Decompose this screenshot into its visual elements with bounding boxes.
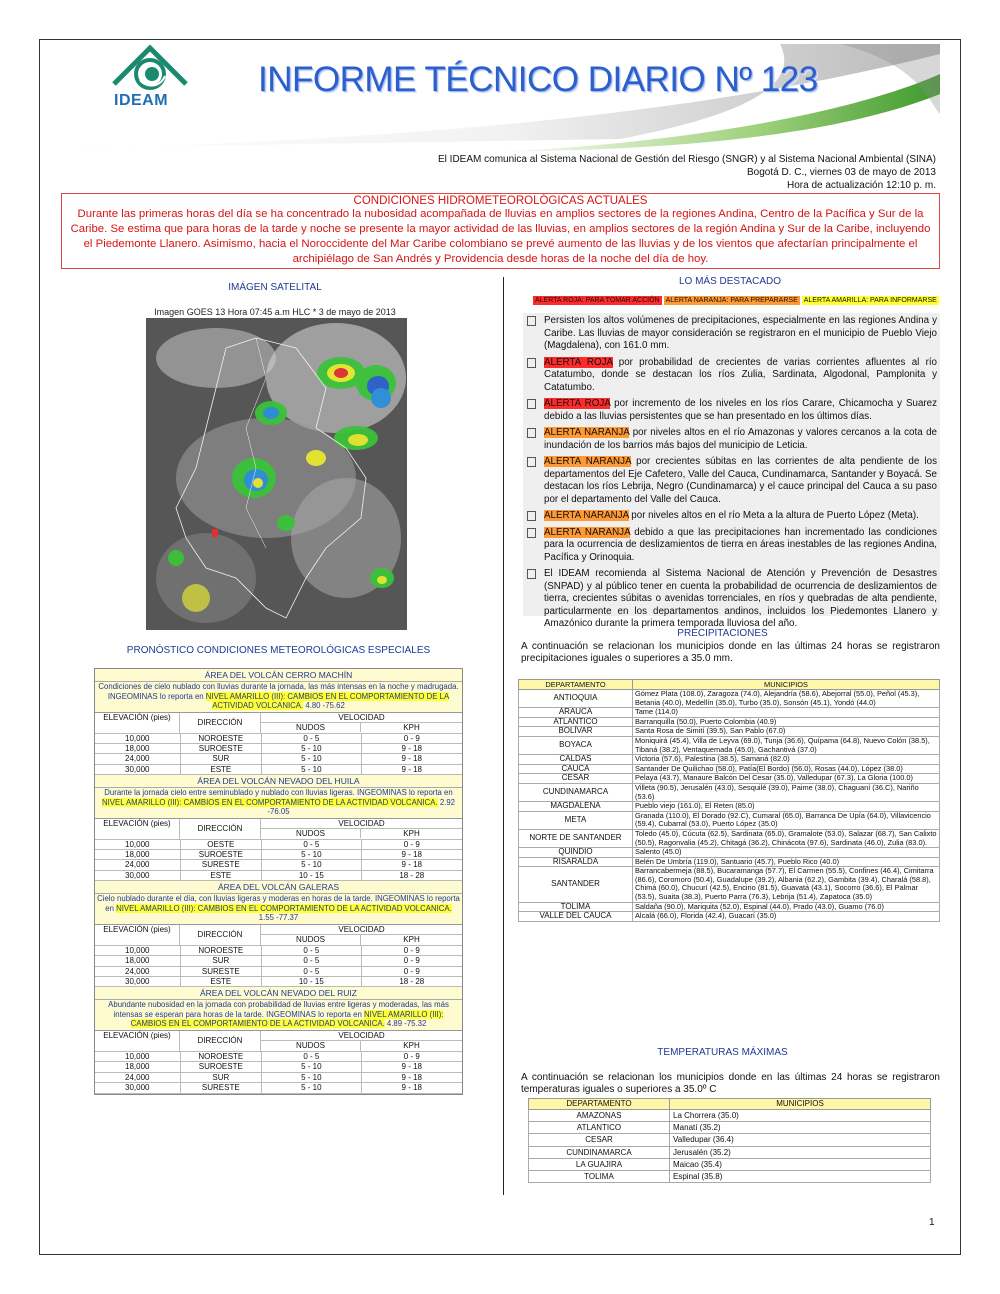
highlight-body: El IDEAM recomienda al Sistema Nacional de Atención y Prevención de Desastres (SNPAD) y al público tener en cuenta la probabilidad de ocurrencia de deslizamientos de tierra, crecientes súbitas o avenidas torrenciales, en ríos y quebradas de alta pendiente, particularmente en los departamentos andinos, incluidos los Piedemontes Llanero y Amazónico durante la primera temporada lluviosa del año. bbox=[544, 568, 937, 629]
alert-tag: ALERTA ROJA bbox=[544, 398, 611, 409]
municipalities-cell: Granada (110.0), El Dorado (92.C), Cumaral (65.0), Barranca De Upía (64.0), Villavicencio (59.4), Cubarral (53.0), Puerto López (35.0) bbox=[633, 811, 940, 829]
elevation-cell: 18,000 bbox=[95, 744, 181, 753]
col-nudos: NUDOS bbox=[261, 935, 361, 944]
precip-col-mun: MUNICIPIOS bbox=[633, 680, 940, 690]
department-cell: LA GUAJIRA bbox=[529, 1158, 670, 1170]
elevation-cell: 24,000 bbox=[95, 1073, 181, 1082]
col-direction: DIRECCIÓN bbox=[180, 713, 261, 733]
col-elevation: ELEVACIÓN (pies) bbox=[95, 925, 180, 945]
col-velocity: VELOCIDAD bbox=[261, 925, 462, 935]
table-row bbox=[519, 811, 940, 829]
alert-tag: ALERTA NARANJA bbox=[544, 456, 631, 467]
municipalities-cell: Toledo (45.0), Cúcuta (62.5), Sardinata (65.0), Gramalote (53.0), Salazar (68.7), San Calixto (50.5), Ragonvalia (45.2), Chitagá (36.2), Chinácota (97.6), Sardinata (46.0), Zulia (83.0). bbox=[633, 829, 940, 847]
kph-cell: 9 - 18 bbox=[401, 850, 422, 860]
precip-col-dep: DEPARTAMENTO bbox=[519, 680, 633, 690]
precip-intro: A continuación se relacionan los municipios donde en las últimas 24 horas se registraron precipitaciones iguales o superiores a 35.0 mm. bbox=[521, 641, 940, 664]
department-cell: BOYACA bbox=[519, 736, 633, 754]
wind-row bbox=[95, 967, 462, 977]
elevation-cell: 10,000 bbox=[95, 840, 181, 849]
col-kph: KPH bbox=[403, 1041, 420, 1051]
highlight-item bbox=[527, 568, 937, 631]
direction-cell: SUR bbox=[181, 956, 263, 965]
intro-update-time: Hora de actualización 12:10 p. m. bbox=[787, 180, 936, 191]
wind-row bbox=[95, 946, 462, 956]
area-report-pre: INGEOMINAS lo reporta en bbox=[105, 894, 460, 913]
elevation-cell: 24,000 bbox=[95, 967, 181, 976]
wind-row bbox=[95, 1073, 462, 1083]
col-nudos: NUDOS bbox=[261, 829, 361, 838]
area-name: ÁREA DEL VOLCÁN GALERAS bbox=[95, 881, 462, 894]
direction-cell: NOROESTE bbox=[181, 1052, 263, 1061]
kph-cell: 9 - 18 bbox=[401, 764, 422, 774]
highlight-text bbox=[544, 510, 937, 523]
forecast-title: PRONÓSTICO CONDICIONES METEOROLÓGICAS ESPECIALES bbox=[126, 645, 431, 656]
kph-cell: 9 - 18 bbox=[401, 1083, 422, 1093]
wind-row bbox=[95, 977, 462, 987]
kph-cell: 9 - 18 bbox=[401, 860, 422, 870]
col-elevation: ELEVACIÓN (pies) bbox=[95, 819, 180, 839]
col-velocity: VELOCIDAD bbox=[261, 713, 462, 723]
highlight-item bbox=[527, 357, 937, 395]
knots-cell: 5 - 10 bbox=[262, 860, 361, 869]
highlight-item bbox=[527, 510, 937, 523]
table-row bbox=[519, 848, 940, 858]
col-nudos: NUDOS bbox=[261, 723, 361, 732]
col-nudos: NUDOS bbox=[261, 1041, 361, 1050]
elevation-cell: 18,000 bbox=[95, 850, 181, 859]
area-name: ÁREA DEL VOLCÁN NEVADO DEL HUILA bbox=[95, 775, 462, 788]
highlight-body: por incremento de los niveles en los ríos Carare, Chicamocha y Suarez debido a las lluvias persistentes que se han presentado en los últimos días. bbox=[544, 398, 938, 422]
department-cell: ATLANTICO bbox=[529, 1122, 670, 1134]
area-desc-text: Condiciones de cielo nublado con lluvias durante la jornada, las más intensas en la noche y madrugada. bbox=[98, 682, 459, 691]
direction-cell: SURESTE bbox=[181, 967, 263, 976]
col-velocity-group bbox=[261, 1031, 462, 1051]
department-cell: CUNDINAMARCA bbox=[519, 783, 633, 801]
highlight-item bbox=[527, 456, 937, 506]
highlight-text bbox=[544, 315, 937, 353]
area-description bbox=[95, 682, 462, 713]
area-alert-level: NIVEL AMARILLO (III): CAMBIOS EN EL COMPORTAMIENTO DE LA ACTIVIDAD VOLCANICA. bbox=[130, 1009, 444, 1029]
col-direction: DIRECCIÓN bbox=[180, 925, 261, 945]
bullet-box-icon bbox=[527, 428, 536, 438]
municipalities-cell: Villeta (90.5), Jerusalén (43.0), Sesquilé (39.0), Paime (38.0), Chaguaní (36.C), Nariño (53.6) bbox=[633, 783, 940, 801]
bullet-box-icon bbox=[527, 511, 536, 521]
alert-tag: ALERTA NARANJA bbox=[544, 427, 630, 438]
department-cell: ARAUCA bbox=[519, 708, 633, 718]
intro-block bbox=[438, 153, 936, 192]
department-cell: META bbox=[519, 811, 633, 829]
legend-red: ALERTA ROJA: PARA TOMAR ACCIÓN bbox=[535, 297, 660, 304]
area-report-pre: INGEOMINAS lo reporta en bbox=[266, 1009, 362, 1019]
direction-cell: SUROESTE bbox=[181, 850, 263, 859]
kph-cell: 18 - 28 bbox=[399, 870, 425, 880]
elevation-cell: 30,000 bbox=[95, 765, 181, 774]
knots-cell: 0 - 5 bbox=[262, 840, 361, 849]
knots-cell: 10 - 15 bbox=[262, 977, 361, 986]
col-kph: KPH bbox=[403, 829, 420, 839]
col-velocity-group bbox=[261, 925, 462, 945]
table-row bbox=[519, 912, 940, 922]
direction-cell: ESTE bbox=[181, 765, 263, 774]
wind-row bbox=[95, 850, 462, 860]
table-row bbox=[519, 829, 940, 847]
direction-cell: NOROESTE bbox=[181, 734, 263, 743]
temps-intro: A continuación se relacionan los municipios donde en las últimas 24 horas se registraron temperaturas iguales o superiores a 35.0º C bbox=[521, 1072, 940, 1095]
table-row bbox=[519, 802, 940, 812]
table-row bbox=[529, 1146, 931, 1158]
direction-cell: SURESTE bbox=[181, 860, 263, 869]
area-description bbox=[95, 1000, 462, 1031]
elevation-cell: 18,000 bbox=[95, 956, 181, 965]
logo-text: IDEAM bbox=[114, 92, 169, 109]
wind-header-row bbox=[95, 925, 462, 946]
municipalities-cell: La Chorrera (35.0) bbox=[670, 1110, 931, 1122]
department-cell: NORTE DE SANTANDER bbox=[519, 829, 633, 847]
wind-row bbox=[95, 1052, 462, 1062]
highlight-body: debido a que las precipitaciones han incrementado las condiciones para la ocurrencia de deslizamientos de tierra en áreas inestables de las regiones Andina, Pacífica y Orinoquia. bbox=[544, 526, 937, 563]
conditions-title: CONDICIONES HIDROMETEOROLÓGICAS ACTUALES bbox=[353, 195, 648, 207]
municipalities-cell: Victoria (57.6), Palestina (38.5), Samaná (82.0) bbox=[633, 755, 940, 765]
direction-cell: ESTE bbox=[181, 871, 263, 880]
department-cell: CALDAS bbox=[519, 755, 633, 765]
department-cell: QUINDIO bbox=[519, 848, 633, 858]
municipalities-cell: Jerusalén (35.2) bbox=[670, 1146, 931, 1158]
municipalities-cell: Espinal (35.8) bbox=[670, 1171, 931, 1183]
page-title: INFORME TÉCNICO DIARIO Nº 123 bbox=[258, 60, 818, 99]
col-elevation: ELEVACIÓN (pies) bbox=[95, 1031, 180, 1051]
highlight-text bbox=[544, 456, 937, 506]
col-velocity-sub bbox=[261, 723, 462, 732]
wind-row bbox=[95, 871, 462, 881]
highlight-item bbox=[527, 427, 937, 452]
area-description bbox=[95, 788, 462, 819]
kph-cell: 18 - 28 bbox=[399, 976, 425, 986]
highlight-body: por niveles altos en el río Amazonas y valores cercanos a la cota de inundación de los barrios más bajos del municipio de Leticia. bbox=[544, 427, 937, 451]
area-report-pre: INGEOMINAS lo reporta en bbox=[356, 788, 453, 798]
municipalities-cell: Pelaya (43.7), Manaure Balcón Del Cesar (35.0), Valledupar (67.3), La Gloria (100.0) bbox=[633, 774, 940, 784]
area-coords: 4.89 -75.32 bbox=[386, 1019, 427, 1029]
precip-title: PRECIPITACIONES bbox=[677, 628, 768, 639]
wind-header-row bbox=[95, 819, 462, 840]
department-cell: CAUCA bbox=[519, 764, 633, 774]
area-alert-level: NIVEL AMARILLO (III): CAMBIOS EN EL COMPORTAMIENTO DE LA ACTIVIDAD VOLCANICA. bbox=[102, 797, 438, 807]
direction-cell: SURESTE bbox=[181, 1083, 263, 1092]
wind-row bbox=[95, 840, 462, 850]
kph-cell: 9 - 18 bbox=[401, 754, 422, 764]
area-desc-text: Cielo nublado durante el día, con lluvias ligeras y moderas en horas de la tarde. bbox=[97, 894, 373, 904]
highlight-text bbox=[544, 398, 937, 423]
col-direction: DIRECCIÓN bbox=[180, 819, 261, 839]
municipalities-cell: Tame (114.0) bbox=[633, 708, 940, 718]
highlight-text bbox=[544, 427, 937, 452]
kph-cell: 0 - 9 bbox=[403, 839, 420, 849]
table-row bbox=[519, 755, 940, 765]
area-report-pre: INGEOMINAS lo reporta en bbox=[107, 691, 204, 701]
area-coords: 1.55 -77.37 bbox=[258, 913, 299, 923]
wind-row bbox=[95, 860, 462, 870]
municipalities-cell: Barranquilla (50.0), Puerto Colombia (40.9) bbox=[633, 717, 940, 727]
satellite-image bbox=[146, 318, 407, 630]
satellite-caption: Imagen GOES 13 Hora 07:45 a.m HLC * 3 de mayo de 2013 bbox=[154, 307, 396, 317]
department-cell: CUNDINAMARCA bbox=[529, 1146, 670, 1158]
highlight-body: por probabilidad de crecientes de varias corrientes afluentes al río Catatumbo, donde se destacan los ríos Zulia, Sardinata, Algodonal, Pamplonita y Catatumbo. bbox=[544, 356, 937, 393]
page-number: 1 bbox=[929, 1217, 935, 1228]
knots-cell: 5 - 10 bbox=[262, 1062, 361, 1071]
highlight-text bbox=[544, 357, 937, 395]
kph-cell: 0 - 9 bbox=[403, 733, 420, 743]
municipalities-cell: Santander De Quilichao (58.0), Patía(El Bordo) (56.0), Rosas (44.0), López (38.0) bbox=[633, 764, 940, 774]
bullet-box-icon bbox=[527, 528, 536, 538]
wind-row bbox=[95, 734, 462, 744]
elevation-cell: 10,000 bbox=[95, 946, 181, 955]
wind-header-row bbox=[95, 1031, 462, 1052]
department-cell: TOLIMA bbox=[529, 1171, 670, 1183]
bullet-box-icon bbox=[527, 358, 536, 368]
table-row bbox=[529, 1158, 931, 1170]
municipalities-cell: Pueblo viejo (161.0), El Reten (85.0) bbox=[633, 802, 940, 812]
table-row bbox=[519, 736, 940, 754]
intro-date: Bogotá D. C., viernes 03 de mayo de 2013 bbox=[746, 167, 936, 178]
municipalities-cell: Valledupar (36.4) bbox=[670, 1134, 931, 1146]
col-kph: KPH bbox=[403, 722, 420, 732]
column-divider bbox=[503, 277, 504, 1195]
table-row bbox=[519, 867, 940, 902]
wind-row bbox=[95, 744, 462, 754]
highlight-body: por crecientes súbitas en las corrientes de alta pendiente de los departamentos del Eje Cafetero, Valle del Cauca, Cundinamarca, Santander y Boyacá. Se destacan los ríos Lebrija, Negro (Cundinamarca) y el cauce principal del Cauca a su paso por el departamento del Valle del Cauca. bbox=[544, 456, 937, 505]
col-velocity-sub bbox=[261, 935, 462, 944]
col-direction: DIRECCIÓN bbox=[180, 1031, 261, 1051]
department-cell: AMAZONAS bbox=[529, 1110, 670, 1122]
table-row bbox=[529, 1122, 931, 1134]
forecast-table bbox=[94, 668, 463, 1095]
kph-cell: 0 - 9 bbox=[403, 966, 420, 976]
area-name: ÁREA DEL VOLCÁN NEVADO DEL RUIZ bbox=[95, 987, 462, 1000]
department-cell: ANTIOQUIA bbox=[519, 690, 633, 708]
kph-cell: 0 - 9 bbox=[403, 1051, 420, 1061]
kph-cell: 9 - 18 bbox=[401, 1072, 422, 1082]
knots-cell: 0 - 5 bbox=[262, 1052, 361, 1061]
municipalities-cell: Saldaña (90.0), Mariquita (52.0), Espinal (44.0), Prado (43.0), Guamo (76.0) bbox=[633, 902, 940, 912]
kph-cell: 9 - 18 bbox=[401, 743, 422, 753]
kph-cell: 0 - 9 bbox=[403, 956, 420, 966]
col-kph: KPH bbox=[403, 935, 420, 945]
department-cell: MAGDALENA bbox=[519, 802, 633, 812]
temps-table bbox=[528, 1098, 931, 1183]
highlight-body: Persisten los altos volúmenes de precipitaciones, especialmente en las regiones Andina y Caribe. Las lluvias de mayor consideración se registraron en el municipio de Pueblo Viejo (Magdalena), con 161.0 mm. bbox=[544, 315, 937, 351]
area-desc-text: Abundante nubosidad en la jornada con probabilidad de lluvias entre ligeras y moderadas, las más intensas se esperan para horas de la tarde. bbox=[108, 1000, 449, 1019]
area-description bbox=[95, 894, 462, 925]
direction-cell: SUR bbox=[181, 754, 263, 763]
municipalities-cell: Manatí (35.2) bbox=[670, 1122, 931, 1134]
elevation-cell: 30,000 bbox=[95, 977, 181, 986]
area-alert-level: NIVEL AMARILLO (III): CAMBIOS EN EL COMPORTAMIENTO DE LA ACTIVIDAD VOLCANICA. bbox=[116, 903, 452, 913]
knots-cell: 5 - 10 bbox=[262, 1073, 361, 1082]
table-row bbox=[519, 708, 940, 718]
bullet-box-icon bbox=[527, 457, 536, 467]
knots-cell: 5 - 10 bbox=[262, 754, 361, 763]
department-cell: VALLE DEL CAUCA bbox=[519, 912, 633, 922]
kph-cell: 9 - 18 bbox=[401, 1062, 422, 1072]
municipalities-cell: Alcalá (66.0), Florida (42.4), Guacarí (35.0) bbox=[633, 912, 940, 922]
table-row bbox=[529, 1171, 931, 1183]
knots-cell: 5 - 10 bbox=[262, 850, 361, 859]
wind-row bbox=[95, 1062, 462, 1072]
table-row bbox=[519, 783, 940, 801]
wind-row bbox=[95, 956, 462, 966]
wind-row bbox=[95, 754, 462, 764]
elevation-cell: 18,000 bbox=[95, 1062, 181, 1071]
area-desc-text: Durante la jornada cielo entre seminublado y nublado con lluvias ligeras. bbox=[104, 788, 355, 798]
highlight-item bbox=[527, 398, 937, 423]
knots-cell: 0 - 5 bbox=[262, 946, 361, 955]
municipalities-cell: Maicao (35.4) bbox=[670, 1158, 931, 1170]
knots-cell: 10 - 15 bbox=[262, 871, 361, 880]
municipalities-cell: Barrancabermeja (88.5), Bucaramanga (57.7), El Carmen (55.5), Confines (46.4), Cimitarra (86.6), Coromoro (50.4), Guadalupe (39.2), Albania (62.2), Gambita (39.4), Charalá (58.8), Chimá (60.0), Chucurí (42.5), Encino (81.5), Guavatá (43.1), Socorro (36.6), El Palmar (53.5), Suaita (38.3), Puerto Parra (76.3), Lebrija (51.4), Zapatoca (35.0) bbox=[633, 867, 940, 902]
col-velocity-sub bbox=[261, 1041, 462, 1050]
col-velocity-sub bbox=[261, 829, 462, 838]
area-alert-level: NIVEL AMARILLO (III): CAMBIOS EN EL COMPORTAMIENTO DE LA ACTIVIDAD VOLCANICA. bbox=[205, 691, 450, 710]
table-row bbox=[529, 1134, 931, 1146]
municipalities-cell: Santa Rosa de Simití (39.5), San Pablo (67.0) bbox=[633, 727, 940, 737]
bullet-box-icon bbox=[527, 569, 536, 579]
area-coords: 2.92 -76.05 bbox=[267, 797, 455, 817]
wind-row bbox=[95, 765, 462, 775]
knots-cell: 0 - 5 bbox=[262, 734, 361, 743]
elevation-cell: 24,000 bbox=[95, 860, 181, 869]
alert-legend bbox=[533, 296, 939, 305]
elevation-cell: 24,000 bbox=[95, 754, 181, 763]
highlight-text bbox=[544, 568, 937, 631]
department-cell: TOLIMA bbox=[519, 902, 633, 912]
department-cell: SANTANDER bbox=[519, 867, 633, 902]
direction-cell: ESTE bbox=[181, 977, 263, 986]
municipalities-cell: Moniquirá (45.4), Villa de Leyva (69.0), Tunja (36.6), Quípama (64.8), Nuevo Colón (38.5), Tibaná (38.2), Ventaquemada (45.0), Gachantivá (37.0) bbox=[633, 736, 940, 754]
highlights-list bbox=[527, 315, 937, 635]
legend-yellow: ALERTA AMARILLA: PARA INFORMARSE bbox=[803, 297, 937, 304]
area-coords: 4.80 -75.62 bbox=[305, 701, 345, 710]
col-velocity-group bbox=[261, 819, 462, 839]
conditions-text: Durante las primeras horas del día se ha concentrado la nubosidad acompañada de lluvias en amplios sectores de la regiones Andina, Centro de la Pacífica y Sur de la Caribe. Se estima que para horas de la tarde y noche se presente la mayor actividad de las lluvias, en amplios sectores de la región Andina y Sur de la Caribe, incluyendo el Piedemonte Llanero. Asimismo, hacia el Noroccidente del Mar Caribe colombiano se prevé aumento de las lluvias y de los vientos que afectarían principalmente el archipiélago de San Andrés y Providencia desde horas de la noche del día de hoy. bbox=[70, 208, 931, 265]
elevation-cell: 30,000 bbox=[95, 871, 181, 880]
temps-col-dep: DEPARTAMENTO bbox=[529, 1099, 670, 1110]
knots-cell: 5 - 10 bbox=[262, 765, 361, 774]
highlight-body: por niveles altos en el río Meta a la altura de Puerto López (Meta). bbox=[628, 510, 919, 521]
elevation-cell: 10,000 bbox=[95, 1052, 181, 1061]
col-velocity: VELOCIDAD bbox=[261, 819, 462, 829]
municipalities-cell: Belén De Umbría (119.0), Santuario (45.7), Pueblo Rico (40.0) bbox=[633, 857, 940, 867]
highlight-item bbox=[527, 527, 937, 565]
alert-tag: ALERTA ROJA bbox=[544, 356, 613, 368]
legend-orange: ALERTA NARANJA: PARA PREPARARSE bbox=[665, 297, 798, 304]
knots-cell: 5 - 10 bbox=[262, 1083, 361, 1092]
temps-title: TEMPERATURAS MÁXIMAS bbox=[657, 1047, 788, 1058]
table-row bbox=[519, 690, 940, 708]
table-row bbox=[529, 1110, 931, 1122]
department-cell: BOLÍVAR bbox=[519, 727, 633, 737]
highlight-text bbox=[544, 527, 937, 565]
municipalities-cell: Salento (45.0) bbox=[633, 848, 940, 858]
department-cell: ATLANTICO bbox=[519, 717, 633, 727]
municipalities-cell: Gómez Plata (108.0), Zaragoza (74.0), Alejandría (58.6), Abejorral (55.0), Peñol (45.3), Betania (40.0), Medellín (35.0), Turbo (35.0), Sonsón (45.1), Yondó (44.0) bbox=[633, 690, 940, 708]
elevation-cell: 30,000 bbox=[95, 1083, 181, 1092]
conditions-box bbox=[61, 193, 940, 269]
department-cell: RISARALDA bbox=[519, 857, 633, 867]
table-row bbox=[519, 774, 940, 784]
direction-cell: SUR bbox=[181, 1073, 263, 1082]
col-velocity: VELOCIDAD bbox=[261, 1031, 462, 1041]
alert-tag: ALERTA NARANJA bbox=[544, 526, 631, 538]
wind-row bbox=[95, 1083, 462, 1093]
knots-cell: 0 - 5 bbox=[262, 956, 361, 965]
highlight-item bbox=[527, 315, 937, 353]
kph-cell: 0 - 9 bbox=[403, 945, 420, 955]
temps-col-mun: MUNICIPIOS bbox=[670, 1099, 931, 1110]
bullet-box-icon bbox=[527, 399, 536, 409]
wind-header-row bbox=[95, 713, 462, 734]
elevation-cell: 10,000 bbox=[95, 734, 181, 743]
alert-tag: ALERTA NARANJA bbox=[544, 510, 629, 521]
direction-cell: NOROESTE bbox=[181, 946, 263, 955]
satellite-title: IMÁGEN SATELITAL bbox=[228, 282, 322, 293]
col-elevation: ELEVACIÓN (pies) bbox=[95, 713, 180, 733]
area-name: ÁREA DEL VOLCÁN CERRO MACHÍN bbox=[95, 669, 462, 682]
department-cell: CESAR bbox=[529, 1134, 670, 1146]
department-cell: CESAR bbox=[519, 774, 633, 784]
col-velocity-group bbox=[261, 713, 462, 733]
direction-cell: SUROESTE bbox=[181, 1062, 263, 1071]
bullet-box-icon bbox=[527, 316, 536, 326]
knots-cell: 0 - 5 bbox=[262, 967, 361, 976]
intro-line: El IDEAM comunica al Sistema Nacional de Gestión del Riesgo (SNGR) y al Sistema Nacional Ambiental (SINA) bbox=[438, 154, 936, 165]
knots-cell: 5 - 10 bbox=[262, 744, 361, 753]
direction-cell: SUROESTE bbox=[181, 744, 263, 753]
precip-table bbox=[518, 679, 940, 922]
direction-cell: OESTE bbox=[181, 840, 263, 849]
highlights-title: LO MÁS DESTACADO bbox=[678, 276, 782, 287]
